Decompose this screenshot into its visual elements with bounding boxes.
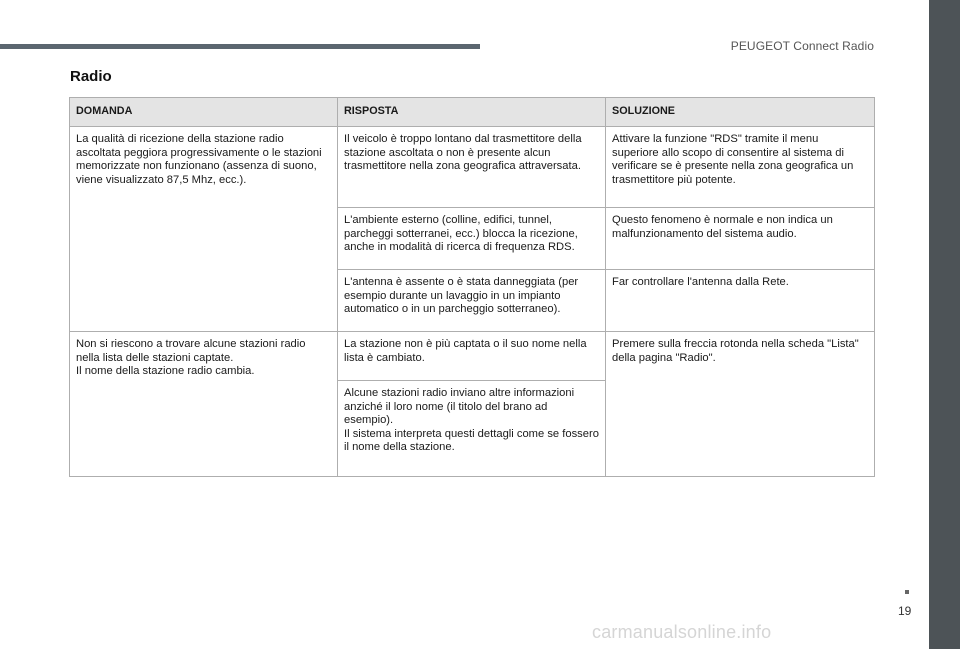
question-cell: La qualità di ricezione della stazione radio ascoltata peggiora progressivamente o le stazioni memorizzate non funzionano (assenza di suono, viene visualizzato 87,5 Mhz, ecc.). <box>70 127 338 332</box>
table-row <box>70 332 875 381</box>
footer-marker <box>905 590 909 594</box>
page-number: 19 <box>898 604 912 618</box>
solution-cell: Far controllare l'antenna dalla Rete. <box>606 270 875 332</box>
side-band <box>929 0 960 649</box>
table-header-row <box>70 98 875 127</box>
solution-cell: Premere sulla freccia rotonda nella scheda "Lista" della pagina "Radio". <box>606 332 875 477</box>
answer-cell: L'ambiente esterno (colline, edifici, tunnel, parcheggi sotterranei, ecc.) blocca la ricezione, anche in modalità di ricerca di frequenza RDS. <box>338 208 606 270</box>
question-cell: Non si riescono a trovare alcune stazioni radio nella lista delle stazioni captate. Il nome della stazione radio cambia. <box>70 332 338 477</box>
answer-cell: La stazione non è più captata o il suo nome nella lista è cambiato. <box>338 332 606 381</box>
answer-cell: Alcune stazioni radio inviano altre informazioni anziché il loro nome (il titolo del brano ad esempio). Il sistema interpreta questi dettagli come se fossero il nome della stazione. <box>338 381 606 477</box>
column-header-question: DOMANDA <box>70 98 338 127</box>
header-rule <box>0 44 480 49</box>
header-title: PEUGEOT Connect Radio <box>730 39 874 53</box>
answer-cell: L'antenna è assente o è stata danneggiata (per esempio durante un lavaggio in un impianto automatico o in un parcheggio sotterraneo). <box>338 270 606 332</box>
watermark: carmanualsonline.info <box>592 622 772 642</box>
section-title: Radio <box>70 68 112 85</box>
solution-cell: Attivare la funzione "RDS" tramite il menu superiore allo scopo di consentire al sistema di verificare se è presente nella zona geografica un trasmettitore più potente. <box>606 127 875 208</box>
troubleshooting-table <box>69 97 875 477</box>
table-row <box>70 127 875 208</box>
column-header-solution: SOLUZIONE <box>606 98 875 127</box>
answer-cell: Il veicolo è troppo lontano dal trasmettitore della stazione ascoltata o non è presente alcun trasmettitore nella zona geografica attraversata. <box>338 127 606 208</box>
column-header-answer: RISPOSTA <box>338 98 606 127</box>
solution-cell: Questo fenomeno è normale e non indica un malfunzionamento del sistema audio. <box>606 208 875 270</box>
